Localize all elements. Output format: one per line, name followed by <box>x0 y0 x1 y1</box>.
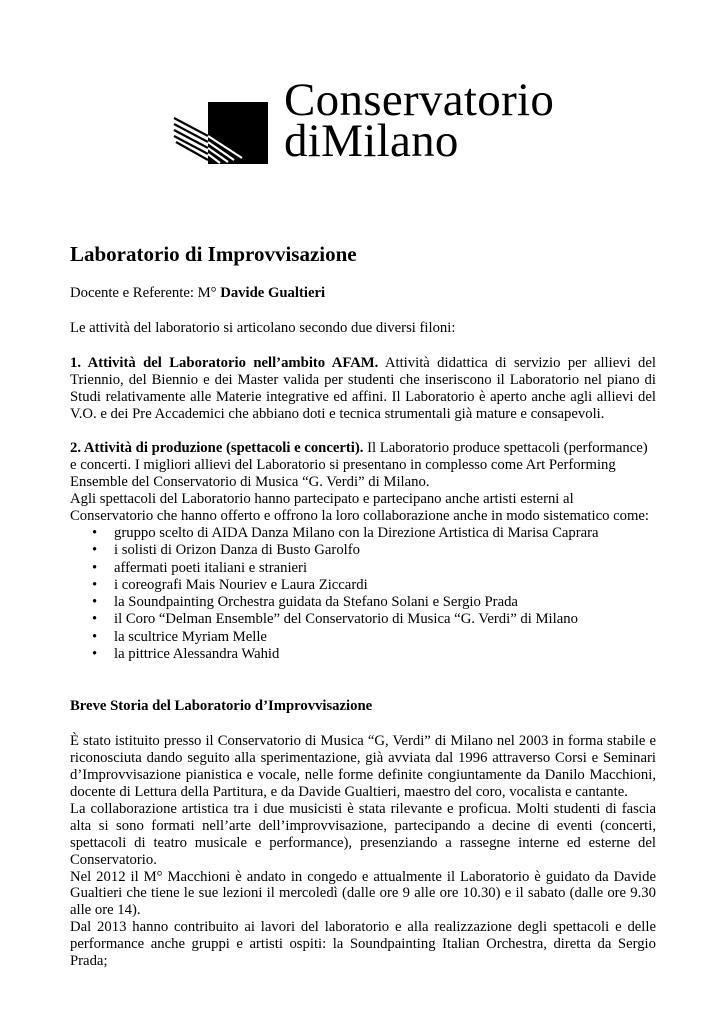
list-item: • gruppo scelto di AIDA Danza Milano con la Direzione Artistica di Marisa Caprara <box>92 524 599 541</box>
list-item: • i coreografi Mais Nouriev e Laura Ziccardi <box>92 576 368 593</box>
teacher-name: Davide Gualtieri <box>220 285 326 301</box>
participants-list <box>70 525 656 663</box>
bullet-icon: • <box>92 611 98 628</box>
conservatorio-logo <box>170 74 570 180</box>
bullet-icon: • <box>92 542 98 559</box>
list-item: • i solisti di Orizon Danza di Busto Garolfo <box>92 542 360 559</box>
list-item: • la scultrice Myriam Melle <box>92 628 267 645</box>
list-item: • il Coro “Delman Ensemble” del Conservatorio di Musica “G. Verdi” di Milano <box>92 611 578 628</box>
list-item: • la Soundpainting Orchestra guidata da Stefano Solani e Sergio Prada <box>92 594 518 611</box>
bullet-icon: • <box>92 559 98 576</box>
history-paragraph-2: La collaborazione artistica tra i due musicisti è stata rilevante e proficua. Molti studenti di fascia alta si sono formati nell’arte dell’improvvisazione, partecipando a decine di eventi (concerti, spettacoli di teatro musicale e performance), presenziando a rassegne interne ed esterne del Conservatorio. <box>70 800 656 868</box>
logo-line-2: diMilano <box>284 115 459 167</box>
history-heading: Breve Storia del Laboratorio d’Improvvisazione <box>70 698 373 715</box>
intro-paragraph: Le attività del laboratorio si articolano secondo due diversi filoni: <box>70 319 456 336</box>
teacher-line <box>70 285 656 302</box>
history-paragraph-3: Nel 2012 il M° Macchioni è andato in congedo e attualmente il Laboratorio è guidato da Davide Gualtieri che tiene le sue lezioni il mercoledì (dalle ore 9 alle ore 10.30) e il sabato (dalle ore 9.30 alle ore 14). <box>70 868 656 919</box>
history-paragraph-1: È stato istituito presso il Conservatorio di Musica “G, Verdi” di Milano nel 2003 in forma stabile e riconosciuta dando seguito alla sperimentazione, già avviata dal 1996 attraverso Corsi e Seminari d’Improvvisazione pianistica e vocale, nelle forme definite congiuntamente da Danilo Macchioni, docente di Lettura della Partitura, e da Davide Gualtieri, maestro del coro, vocalista e cantante. <box>70 733 656 800</box>
logo-line-1: Conservatorio <box>284 74 555 126</box>
section-2-heading: 2. Attività di produzione (spettacoli e concerti). <box>70 440 364 457</box>
teacher-prefix: Docente e Referente: M° <box>70 285 221 301</box>
history-paragraph-4: Dal 2013 hanno contribuito ai lavori del laboratorio e alla realizzazione degli spettacoli e delle performance anche gruppi e artisti ospiti: la Soundpainting Italian Orchestra, diretta da Sergio Prada; <box>70 919 656 970</box>
section-1-heading: 1. Attività del Laboratorio nell’ambito AFAM. <box>70 354 379 371</box>
logo-wordmark <box>284 74 555 167</box>
logo-mark-icon <box>172 102 272 188</box>
section-1 <box>70 355 656 423</box>
document-body <box>70 242 656 970</box>
section-2-text: Il Laboratorio produce spettacoli (performance) e concerti. I migliori allievi del Laboratorio si presentano in complesso come Art Performing Ensemble del Conservatorio di Musica “G. Verdi” di Milano. <box>70 440 648 491</box>
bullet-icon: • <box>92 646 98 663</box>
bullet-icon: • <box>92 594 98 611</box>
list-item: • la pittrice Alessandra Wahid <box>92 646 280 663</box>
bullet-icon: • <box>92 576 98 593</box>
bullet-icon: • <box>92 628 98 645</box>
section-2 <box>70 440 656 491</box>
section-1-text: Attività didattica di servizio per allievi del Triennio, del Biennio e dei Master valida per studenti che inseriscono il Laboratorio nel piano di Studi relativamente alle Materie integrative ed affini. Il Laboratorio è aperto anche agli allievi del V.O. e dei Pre Accademici che abbiano doti e tecnica strumentali già mature e consapevoli. <box>70 354 656 422</box>
section-2-continued: Agli spettacoli del Laboratorio hanno partecipato e partecipano anche artisti esterni al Conservatorio che hanno offerto e offrono la loro collaborazione anche in modo sistematico come: <box>70 491 650 525</box>
list-item: • affermati poeti italiani e stranieri <box>92 559 308 576</box>
page-title: Laboratorio di Improvvisazione <box>70 242 357 266</box>
bullet-icon: • <box>92 524 98 541</box>
